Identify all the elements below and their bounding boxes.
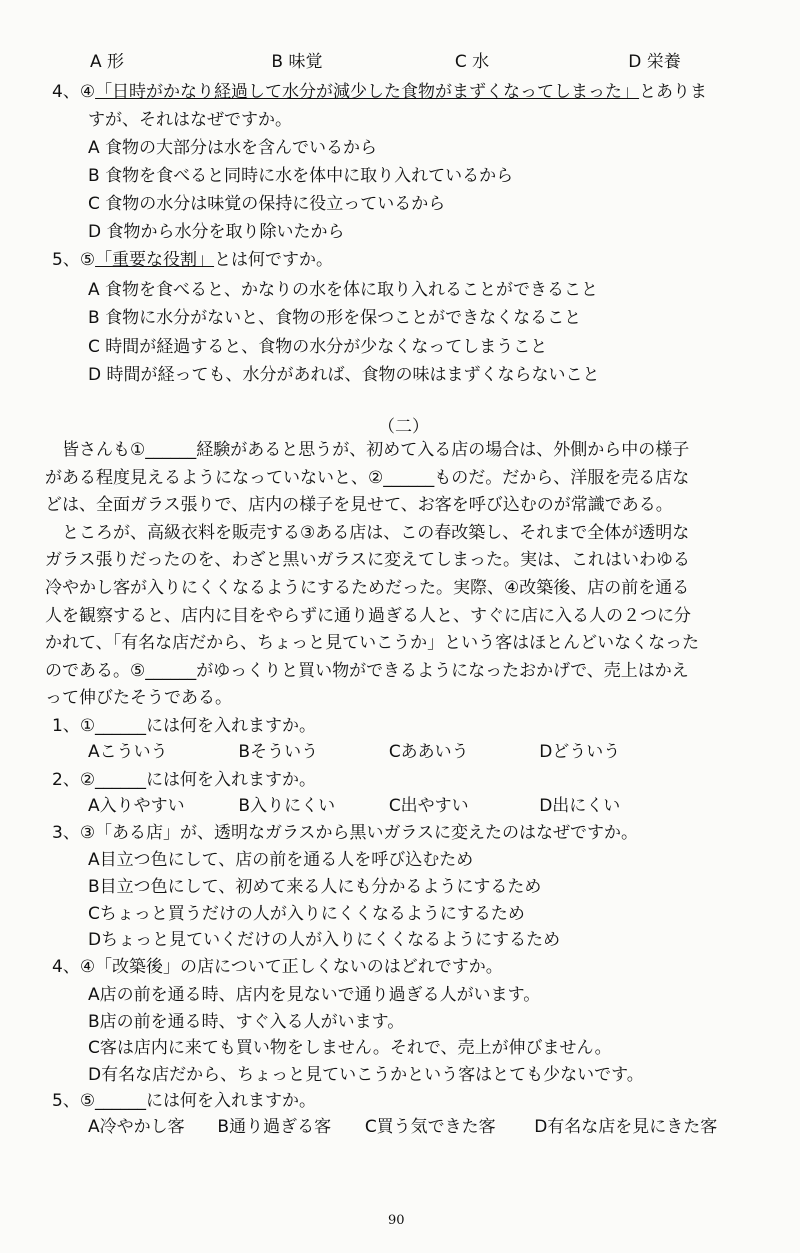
passage-line: どは、全面ガラス張りで、店内の様子を見せて、お客を呼び込むのが常識である。 — [45, 495, 673, 515]
q1-choices — [88, 742, 620, 762]
q5-choice-d: D 時間が経っても、水分があれば、食物の味はまずくならないこと — [88, 365, 600, 385]
choice-d: D 栄養 — [628, 52, 681, 72]
q4-stem-cont: すが、それはなぜですか。 — [88, 110, 292, 130]
q2-choices — [88, 796, 620, 816]
q5-choice-a: A 食物を食べると、かなりの水を体に取り入れることができること — [88, 280, 599, 300]
choice-c: C出やすい — [388, 796, 469, 816]
q4-choice-d: D 食物から水分を取り除いたから — [88, 222, 345, 242]
page-number: 90 — [388, 1213, 405, 1228]
q5-choice-b: B 食物に水分がないと、食物の形を保つことができなくなること — [88, 308, 582, 328]
q3-choices — [90, 52, 681, 72]
q3-choice-c: Cちょっと買うだけの人が入りにくくなるようにするため — [88, 904, 525, 924]
choice-d: D出にくい — [539, 796, 621, 816]
choice-d: Dどういう — [539, 742, 621, 762]
section-title: （二） — [378, 417, 429, 437]
choice-a: A入りやすい — [88, 796, 185, 816]
q4-2-choice-c: C客は店内に来ても買い物をしません。それで、売上が伸びません。 — [88, 1038, 612, 1058]
passage-line: のである。⑤______がゆっくりと買い物ができるようになったおかげで、売上はかえ — [45, 661, 689, 681]
q4-choice-a: A 食物の大部分は水を含んでいるから — [88, 138, 378, 158]
choice-b: B 味覚 — [271, 52, 323, 72]
passage-line: ところが、高級衣料を販売する③ある店は、この春改築し、それまで全体が透明な — [62, 523, 690, 543]
passage-line: 冷やかし客が入りにくくなるようにするためだった。実際、④改築後、店の前を通る — [45, 578, 690, 598]
passage-line: がある程度見えるようになっていないと、②______ものだ。だから、洋服を売る店な — [45, 468, 690, 488]
choice-c: C 水 — [454, 52, 490, 72]
choice-d: D有名な店を見にきた客 — [534, 1117, 718, 1137]
q3-choice-b: B目立つ色にして、初めて来る人にも分かるようにするため — [88, 877, 542, 897]
question-number: 4、④ — [52, 82, 96, 102]
stem-tail: とは何ですか。 — [214, 250, 334, 270]
q3-stem: 3、③「ある店」が、透明なガラスから黒いガラスに変えたのはなぜですか。 — [52, 823, 639, 843]
q5-2-choices — [88, 1117, 717, 1137]
q5-choice-c: C 時間が経過すると、食物の水分が少なくなってしまうこと — [88, 337, 548, 357]
q3-choice-a: A目立つ色にして、店の前を通る人を呼び込むため — [88, 850, 474, 870]
choice-c: C買う気できた客 — [364, 1117, 496, 1137]
question-number: 5、⑤ — [52, 250, 96, 270]
choice-a: A 形 — [90, 52, 125, 72]
passage-line: ガラス張りだったのを、わざと黒いガラスに変えてしまった。実は、これはいわゆる — [45, 550, 690, 570]
choice-a: Aこういう — [88, 742, 168, 762]
q5-stem — [52, 250, 333, 270]
underlined-quote: 「日時がかなり経過して水分が減少した食物がまずくなってしまった」 — [95, 82, 640, 102]
stem-tail: とありま — [639, 82, 708, 102]
passage-line: 皆さんも①______経験があると思うが、初めて入る店の場合は、外側から中の様子 — [62, 440, 690, 460]
passage-line: って伸びたそうである。 — [45, 688, 232, 708]
q4-stem — [52, 82, 707, 102]
q4-choice-b: B 食物を食べると同時に水を体中に取り入れているから — [88, 166, 514, 186]
choice-a: A冷やかし客 — [88, 1117, 185, 1137]
choice-c: Cああいう — [388, 742, 469, 762]
q4-2-choice-d: D有名な店だから、ちょっと見ていこうかという客はとても少ないです。 — [88, 1065, 644, 1085]
q4-2-choice-a: A店の前を通る時、店内を見ないで通り過ぎる人がいます。 — [88, 985, 541, 1005]
q4-choice-c: C 食物の水分は味覚の保持に役立っているから — [88, 194, 446, 214]
choice-b: B入りにくい — [238, 796, 336, 816]
passage-line: かれて、「有名な店だから、ちょっと見ていこうか」という客はほとんどいなくなった — [45, 633, 700, 653]
q3-choice-d: Dちょっと見ていくだけの人が入りにくくなるようにするため — [88, 930, 561, 950]
q4-2-choice-b: B店の前を通る時、すぐ入る人がいます。 — [88, 1012, 405, 1032]
choice-b: B通り過ぎる客 — [217, 1117, 332, 1137]
underlined-quote: 「重要な役割」 — [95, 250, 215, 270]
q1-stem: 1、①______には何を入れますか。 — [52, 716, 317, 736]
choice-b: Bそういう — [238, 742, 319, 762]
q2-stem: 2、②______には何を入れますか。 — [52, 770, 317, 790]
q5-2-stem: 5、⑤______には何を入れますか。 — [52, 1091, 317, 1111]
passage-line: 人を観察すると、店内に目をやらずに通り過ぎる人と、すぐに店に入る人の２つに分 — [45, 606, 691, 626]
q4-2-stem: 4、④「改築後」の店について正しくないのはどれですか。 — [52, 957, 503, 977]
